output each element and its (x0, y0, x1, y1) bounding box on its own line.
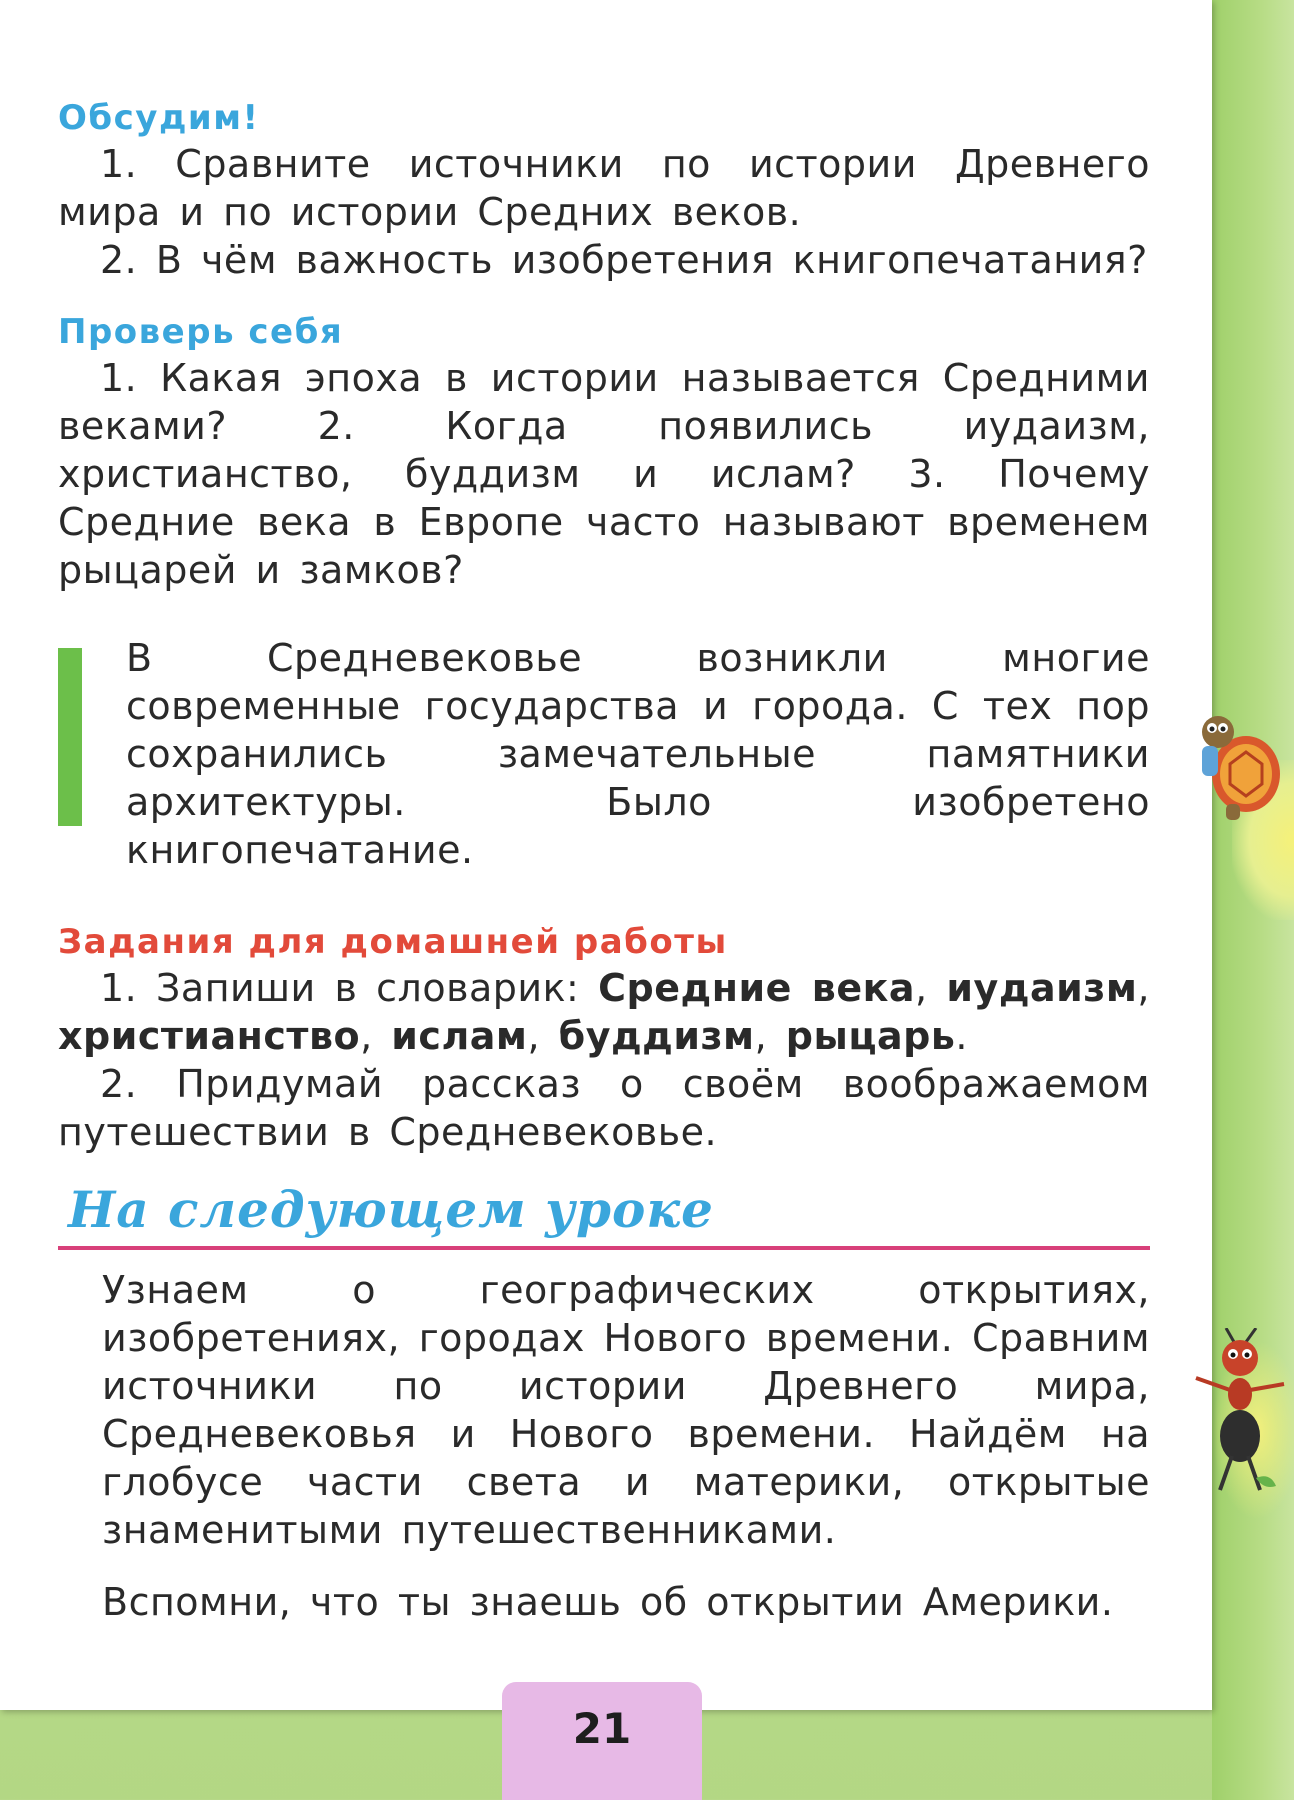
ant-mascot-icon (1186, 1328, 1294, 1498)
page-number: 21 (572, 1704, 632, 1753)
homework-item-2: 2. Придумай рассказ о своём воображаемом путешествии в Средневековье. (58, 1062, 1150, 1154)
page-number-tab (502, 1682, 702, 1800)
summary-box (58, 634, 1150, 874)
term-terminator: . (955, 1014, 968, 1058)
turtle-mascot-icon (1190, 704, 1290, 824)
discuss-heading: Обсудим! (58, 98, 260, 138)
check-section (58, 310, 1150, 594)
term-1: Средние века (598, 966, 916, 1010)
term-separator: , (360, 1014, 392, 1058)
next-lesson-rule (58, 1246, 1150, 1250)
next-lesson-heading: На следующем уроке (68, 1180, 714, 1239)
homework-heading: Задания для домашней работы (58, 922, 728, 962)
discuss-item-2: 2. В чём важность изобретения книгопечатания? (100, 238, 1148, 282)
homework-item-1 (58, 964, 1150, 1060)
summary-text: В Средневековье возникли многие современные государства и города. С тех пор сохранились замечательные памятники архитектуры. Было изобретено книгопечатание. (126, 636, 1150, 872)
term-separator: , (915, 966, 947, 1010)
summary-accent-bar (58, 648, 82, 826)
side-decoration (1212, 0, 1294, 1800)
term-4: ислам (391, 1014, 528, 1058)
term-separator: , (527, 1014, 559, 1058)
next-lesson-section (58, 1178, 1150, 1626)
homework-item-1-prefix: 1. Запиши в словарик: (100, 966, 599, 1010)
homework-section (58, 920, 1150, 1156)
check-heading: Проверь себя (58, 312, 344, 352)
term-separator: , (1137, 966, 1151, 1010)
check-questions: 1. Какая эпоха в истории называется Средними веками? 2. Когда появились иудаизм, христианство, буддизм и ислам? 3. Почему Средние века в Европе часто называют временем рыцарей и замков? (58, 356, 1150, 592)
discuss-item-1: 1. Сравните источники по истории Древнего мира и по истории Средних веков. (58, 142, 1150, 234)
discuss-section (58, 96, 1150, 284)
term-separator: , (754, 1014, 786, 1058)
term-6: рыцарь (785, 1014, 956, 1058)
term-5: буддизм (558, 1014, 755, 1058)
next-lesson-text: Узнаем о географических открытиях, изобретениях, городах Нового времени. Сравним источники по истории Древнего мира, Средневековья и Нового времени. Найдём на глобусе части света и материки, открытые знаменитыми путешественниками. (102, 1268, 1150, 1552)
page-content (58, 96, 1150, 1626)
remember-text: Вспомни, что ты знаешь об открытии Америки. (102, 1580, 1114, 1624)
term-2: иудаизм (946, 966, 1138, 1010)
term-3: христианство (58, 1014, 361, 1058)
